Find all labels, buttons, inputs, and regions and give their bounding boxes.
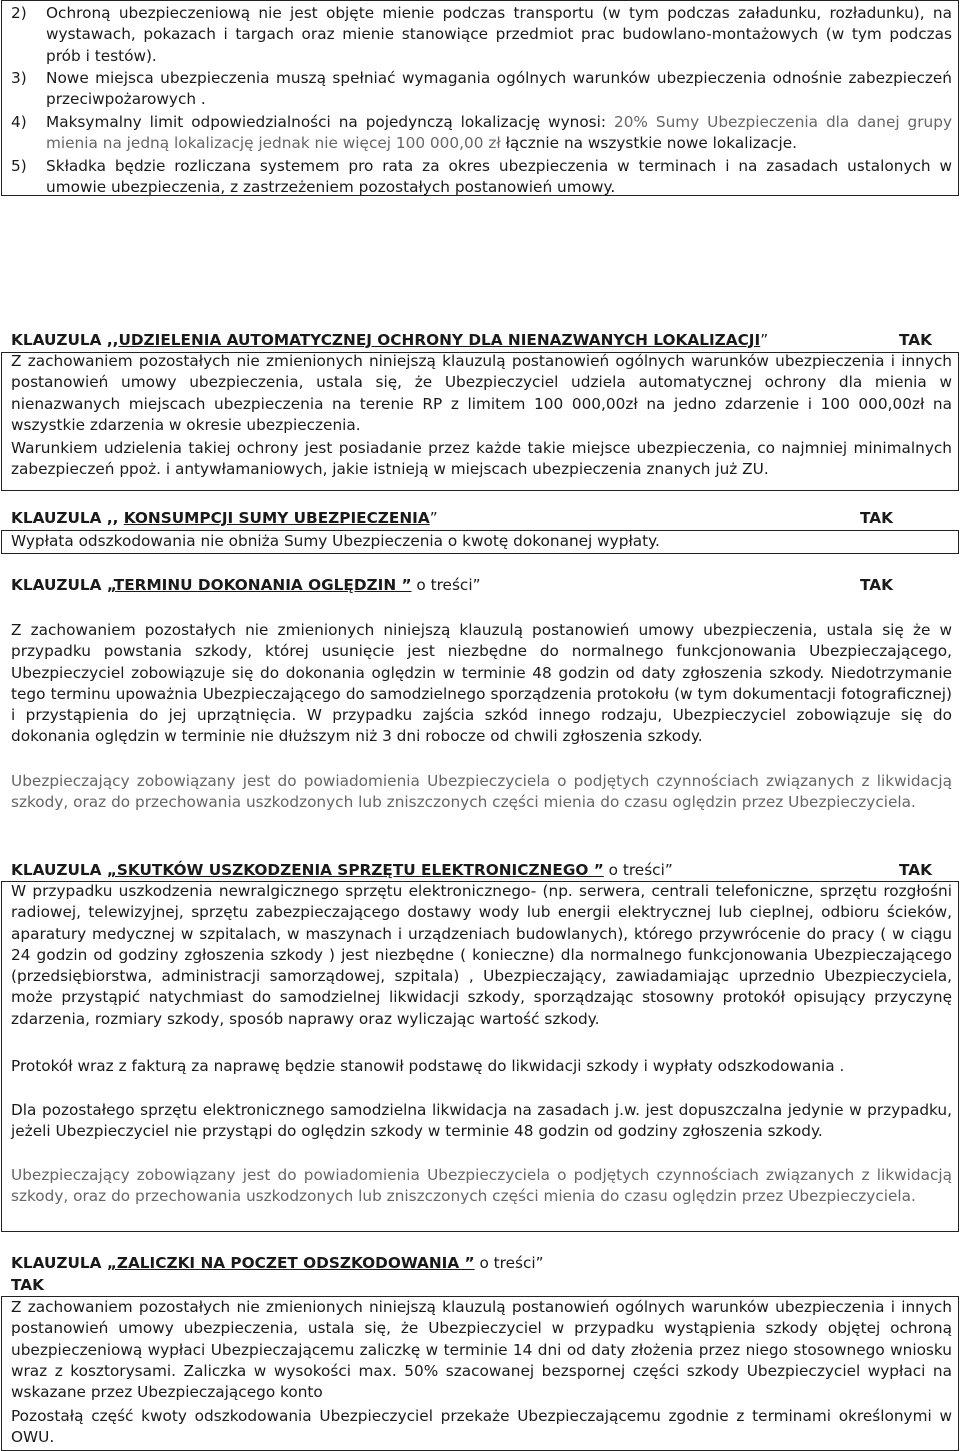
clause-text: Protokół wraz z fakturą za naprawę będzie stanowił podstawę do likwidacji szkody i wypłaty odszkodowania . — [11, 1057, 845, 1075]
clause-text: Z zachowaniem pozostałych nie zmienionych niniejszą klauzulą postanowień umowy ubezpieczenia, ustala się że w przypadku powstania szkody, której usunięcie jest niezbędne do normalnego funkcjonowania Ubezpieczającego, Ubezpieczyciel zobowiązuje się do dokonania oględzin w terminie 48 godzin od daty zgłoszenia szkody. Niedotrzymanie tego terminu upoważnia Ubezpieczającego do samodzielnego sporządzenia protokołu (w tym dokumentacji fotograficznej) i przystąpienia do jej uprzątnięcia. W przypadku zajścia szkód innego rodzaju, Ubezpieczyciel zobowiązuje się do dokonania oględzin w terminie nie dłuższym niż 3 dni robocze od chwili zgłoszenia szkody. — [11, 621, 952, 746]
clause-text: Z zachowaniem pozostałych nie zmienionych niniejszą klauzulą postanowień ogólnych warunków ubezpieczenia i innych postanowień umowy ubezpieczenia, ustala się, że Ubezpieczyciel udziela automatycznej ochrony dla mienia w nienazwanych miejscach ubezpieczenia na terenie RP z limitem 100 000,00zł na jedno zdarzenie i 100 000,00zł na wszystkie zdarzenia w okresie ubezpieczenia. — [11, 352, 952, 434]
clause-status-tak: TAK — [899, 331, 932, 349]
clause-heading-automatic-protection: KLAUZULA ,,UDZIELENIA AUTOMATYCZNEJ OCHRONY DLA NIENAZWANYCH LOKALIZACJI” — [11, 331, 769, 349]
clause-text: Wypłata odszkodowania nie obniża Sumy Ubezpieczenia o kwotę dokonanej wypłaty. — [11, 532, 660, 550]
clause-text: W przypadku uszkodzenia newralgicznego sprzętu elektronicznego- (np. serwera, centrali telefoniczne, sprzętu rozgłośni radiowej, telewizyjnej, sprzętu zabezpieczającego dostawy wody lub energii elektrycznej lub cieplnej, odbioru ścieków, aparatury medycznej w szpitalach, w maszynach i urządzeniach budowlanych), którego przywrócenie do pracy ( w ciągu 24 godzin od godziny zgłoszenia szkody ) jest niezbędne ( konieczne) dla normalnego funkcjonowania Ubezpieczającego (przedsiębiorstwa, administracji samorządowej, szpitala) , Ubezpieczający, zawiadamiając uprzednio Ubezpieczyciela, może przystąpić natychmiast do samodzielnej likwidacji szkody, sporządzając stosowny protokół opisujący przyczynę zdarzenia, rozmiary szkody, sposób naprawy oraz wyliczając wartość szkody. — [11, 882, 952, 1028]
clause-status-tak: TAK — [899, 861, 932, 879]
clause-heading-sum-consumption: KLAUZULA ,, KONSUMPCJI SUMY UBEZPIECZENIA” — [11, 509, 438, 527]
clause-status-tak: TAK — [11, 1276, 44, 1294]
clause-text: Ubezpieczający zobowiązany jest do powiadomienia Ubezpieczyciela o podjętych czynnościach związanych z likwidacją szkody, oraz do przechowania uszkodzonych lub zniszczonych części mienia do czasu oględzin przez Ubezpieczyciela. — [11, 772, 952, 812]
clause-text: Z zachowaniem pozostałych nie zmienionych niniejszą klauzulą postanowień ogólnych warunków ubezpieczenia i innych postanowień umowy ubezpieczenia, ustala się, że Ubezpieczyciel w przypadku wystąpienia szkody objętej ochroną ubezpieczeniową wypłaci Ubezpieczającemu zaliczkę w terminie 14 dni od daty złożenia przez niego stosownego wniosku wraz z kosztorysami. Zaliczka w wysokości max. 50% szacowanej bezspornej części szkody Ubezpieczyciel wypłaci na wskazane przez Ubezpieczającego konto — [11, 1298, 952, 1402]
list-item-5: 5) Składka będzie rozliczana systemem pro rata za okres ubezpieczenia w terminach i na zasadach ustalonych w umowie ubezpieczenia, z zastrzeżeniem pozostałych postanowień umowy. — [11, 157, 952, 197]
list-item-3: 3) Nowe miejsca ubezpieczenia muszą spełniać wymagania ogólnych warunków ubezpieczenia odnośnie zabezpieczeń przeciwpożarowych . — [11, 69, 952, 109]
clause-text: Dla pozostałego sprzętu elektronicznego samodzielna likwidacja na zasadach j.w. jest dopuszczalna jedynie w przypadku, jeżeli Ubezpieczyciel nie przystąpi do oględzin szkody w terminie 48 godzin od godziny zgłoszenia szkody. — [11, 1101, 952, 1141]
clause-heading-advance-payment: KLAUZULA „ZALICZKI NA POCZET ODSZKODOWANIA ” o treści” — [11, 1254, 544, 1272]
clause-text: Ubezpieczający zobowiązany jest do powiadomienia Ubezpieczyciela o podjętych czynnościach związanych z likwidacją szkody, oraz do przechowania uszkodzonych lub zniszczonych części mienia do czasu oględzin przez Ubezpieczyciela. — [11, 1166, 952, 1206]
clause-text: Warunkiem udzielenia takiej ochrony jest posiadanie przez każde takie miejsce ubezpieczenia, co najmniej minimalnych zabezpieczeń ppoż. i antywłamaniowych, jakie istnieją w miejscach ubezpieczenia znanych już ZU. — [11, 439, 952, 479]
clause-status-tak: TAK — [860, 509, 893, 527]
clause-heading-inspection-term: KLAUZULA „TERMINU DOKONANIA OGLĘDZIN ” o treści” — [11, 576, 481, 594]
clause-text: Pozostałą część kwoty odszkodowania Ubezpieczyciel przekaże Ubezpieczającemu zgodnie z terminami określonymi w OWU. — [11, 1407, 952, 1447]
list-item-4: 4) Maksymalny limit odpowiedzialności na pojedynczą lokalizację wynosi: 20% Sumy Ubezpieczenia dla danej grupy mienia na jedną lokalizację jednak nie więcej 100 000,00 zł łącznie na wszystkie nowe lokalizacje. — [11, 113, 952, 153]
clause-heading-electronic-equipment: KLAUZULA „SKUTKÓW USZKODZENIA SPRZĘTU ELEKTRONICZNEGO ” o treści” — [11, 861, 673, 879]
list-item-2: 2) Ochroną ubezpieczeniową nie jest objęte mienie podczas transportu (w tym podczas załadunku, rozładunku), na wystawach, pokazach i targach oraz mienie stanowiące przedmiot prac budowlano-montażowych (w tym podczas prób i testów). — [11, 4, 952, 65]
clause-status-tak: TAK — [860, 576, 893, 594]
